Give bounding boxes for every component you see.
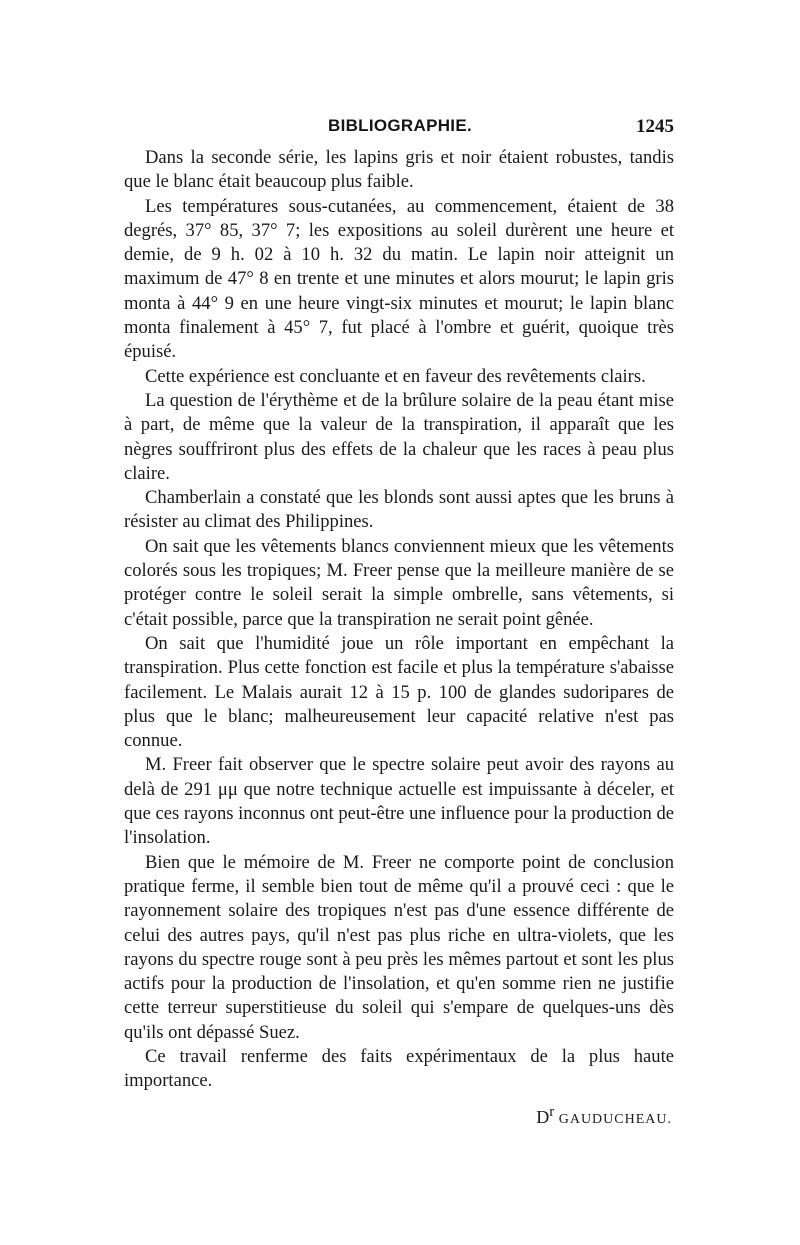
body-text xyxy=(124,146,674,1094)
paragraph: Dans la seconde série, les lapins gris et noir étaient robustes, tandis que le blanc était beaucoup plus faible. xyxy=(124,147,674,193)
paragraph: M. Freer fait observer que le spectre solaire peut avoir des rayons au delà de 291 μμ que notre technique actuelle est impuissante à déceler, et que ces rayons inconnus ont peut-être une influence pour la production de l'insolation. xyxy=(124,754,674,849)
signature-name: GAUDUCHEAU. xyxy=(558,1112,672,1127)
signature-title: D xyxy=(536,1107,550,1127)
page-number: 1245 xyxy=(636,116,674,137)
paragraph: Cette expérience est concluante et en faveur des revêtements clairs. xyxy=(145,365,646,387)
paragraph: Les températures sous-cutanées, au commencement, étaient de 38 degrés, 37° 85, 37° 7; les expositions au soleil durèrent une heure et demie, de 9 h. 02 à 10 h. 32 du matin. Le lapin noir atteignit un maximum de 47° 8 en trente et une minutes et alors mourut; le lapin gris monta à 44° 9 en une heure vingt-six minutes et mourut; le lapin blanc monta finalement à 45° 7, fut placé à l'ombre et guérit, quoique très épuisé. xyxy=(124,195,674,363)
header-title: BIBLIOGRAPHIE. xyxy=(328,116,472,135)
signature-title-sup: r xyxy=(549,1104,555,1120)
paragraph: Chamberlain a constaté que les blonds sont aussi aptes que les bruns à résister au climat des Philippines. xyxy=(124,487,674,533)
paragraph: Bien que le mémoire de M. Freer ne comporte point de conclusion pratique ferme, il semble bien tout de même qu'il a prouvé ceci : que le rayonnement solaire des tropiques n'est pas d'une essence différente de celui des autres pays, qu'il n'est pas plus riche en ultra-violets, que les rayons du spectre rouge sont à peu près les mêmes partout et sont les plus actifs pour la production de l'insolation, et qu'en somme rien ne justifie cette terreur superstitieuse du soleil qui s'empare de quelques-uns dès qu'ils ont dépassé Suez. xyxy=(124,851,674,1043)
paragraph: On sait que l'humidité joue un rôle important en empêchant la transpiration. Plus cette fonction est facile et plus la température s'abaisse facilement. Le Malais aurait 12 à 15 p. 100 de glandes sudoripares de plus que le blanc; malheureusement leur capacité relative n'est pas connue. xyxy=(124,632,674,752)
author-signature xyxy=(536,1104,672,1128)
paragraph: Ce travail renferme des faits expérimentaux de la plus haute importance. xyxy=(124,1045,674,1092)
running-header xyxy=(124,116,676,142)
paragraph: On sait que les vêtements blancs conviennent mieux que les vêtements colorés sous les tropiques; M. Freer pense que la meilleure manière de se protéger contre le soleil serait la simple ombrelle, sans vêtements, si c'était possible, parce que la transpiration ne serait point gênée. xyxy=(124,535,674,630)
paragraph: La question de l'érythème et de la brûlure solaire de la peau étant mise à part, de même que la valeur de la transpiration, il apparaît que les nègres souffriront plus des effets de la chaleur que les races à peau plus claire. xyxy=(124,389,674,484)
